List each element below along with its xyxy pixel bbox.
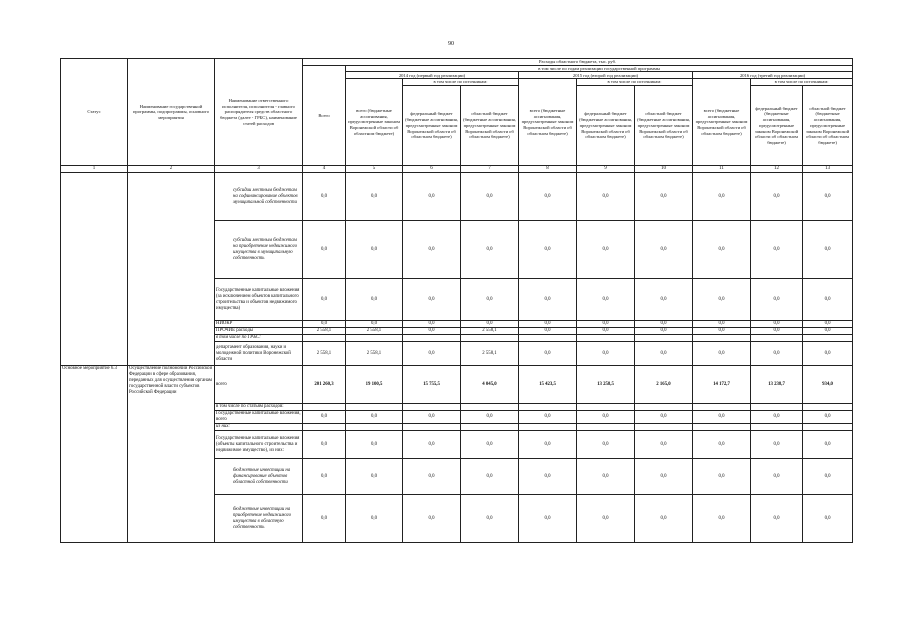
col-number: 1 bbox=[61, 166, 128, 173]
value-cell: 15 423,5 bbox=[519, 366, 577, 404]
header-col-all-2014: всего (бюджетные ассигнования, предусмотренные законом Воронежской области об областном бюджете) bbox=[346, 79, 403, 166]
header-spending-title: Расходы областного бюджета, тыс. руб. bbox=[303, 59, 853, 66]
value-cell bbox=[635, 404, 693, 411]
measure-status: Основное мероприятие 6.3 bbox=[61, 366, 128, 543]
value-cell: 0,0 bbox=[751, 328, 803, 335]
value-cell: 0,0 bbox=[803, 411, 853, 424]
value-cell bbox=[751, 424, 803, 431]
value-cell: 0,0 bbox=[346, 279, 403, 321]
value-cell: 0,0 bbox=[635, 431, 693, 459]
row-label: субсидии местным бюджетам на софинансирование объектов муниципальной собственности bbox=[215, 173, 303, 221]
value-cell: 0,0 bbox=[751, 321, 803, 328]
col-number: 8 bbox=[519, 166, 577, 173]
value-cell: 0,0 bbox=[461, 173, 519, 221]
value-cell bbox=[803, 424, 853, 431]
row-label: в том числе по статьям расходов: bbox=[215, 404, 303, 411]
value-cell: 0,0 bbox=[803, 342, 853, 366]
col-number: 13 bbox=[803, 166, 853, 173]
col-number: 2 bbox=[128, 166, 215, 173]
value-cell: 0,0 bbox=[751, 411, 803, 424]
header-year-2015: 2015 год (второй год реализации) bbox=[519, 72, 693, 79]
col-number: 7 bbox=[461, 166, 519, 173]
value-cell: 0,0 bbox=[303, 411, 346, 424]
value-cell: 0,0 bbox=[403, 342, 461, 366]
value-cell: 2 558,1 bbox=[303, 342, 346, 366]
value-cell: 0,0 bbox=[751, 221, 803, 279]
col-number: 5 bbox=[346, 166, 403, 173]
value-cell bbox=[461, 335, 519, 342]
value-cell: 0,0 bbox=[635, 321, 693, 328]
value-cell bbox=[461, 404, 519, 411]
value-cell: 0,0 bbox=[635, 221, 693, 279]
value-cell: 0,0 bbox=[519, 411, 577, 424]
header-col-reg-2016: областной бюджет (бюджетные ассигнования, предусмотренные законом Воронежской области об областном бюджете) bbox=[803, 86, 853, 166]
value-cell: 0,0 bbox=[461, 221, 519, 279]
value-cell: 15 755,5 bbox=[403, 366, 461, 404]
value-cell: 0,0 bbox=[803, 279, 853, 321]
value-cell bbox=[577, 335, 635, 342]
value-cell: 0,0 bbox=[635, 495, 693, 543]
value-cell bbox=[303, 335, 346, 342]
value-cell: 0,0 bbox=[403, 221, 461, 279]
value-cell: 0,0 bbox=[346, 321, 403, 328]
value-cell: 0,0 bbox=[303, 321, 346, 328]
header-col-reg-2015: областной бюджет (бюджетные ассигнования, предусмотренные законом Воронежской области об областном бюджете) bbox=[635, 86, 693, 166]
value-cell: 0,0 bbox=[519, 495, 577, 543]
header-executor: Наименование ответственного исполнителя, исполнителя - главного распорядителя средств областного бюджета (далее - ГРБС), наименование статей расходов bbox=[215, 59, 303, 166]
measure-name: Осуществление полномочий Российской Федерации в сфере образования, переданных для осуществления органам государственной власти субъектов Российской Федерации bbox=[128, 366, 215, 543]
value-cell: 0,0 bbox=[751, 173, 803, 221]
value-cell: 2 558,1 bbox=[346, 342, 403, 366]
value-cell: 0,0 bbox=[461, 495, 519, 543]
header-col-all-2016: всего (бюджетные ассигнования, предусмотренные законом Воронежской области об областном бюджете) bbox=[693, 79, 751, 166]
value-cell: 0,0 bbox=[577, 279, 635, 321]
value-cell bbox=[461, 424, 519, 431]
value-cell: 0,0 bbox=[751, 342, 803, 366]
header-status: Статус bbox=[61, 59, 128, 166]
budget-table bbox=[60, 58, 853, 543]
value-cell: 0,0 bbox=[303, 279, 346, 321]
value-cell: 0,0 bbox=[346, 173, 403, 221]
value-cell bbox=[519, 404, 577, 411]
row-label: субсидии местным бюджетам на приобретение недвижимого имущества в муниципальную собственность bbox=[215, 221, 303, 279]
value-cell: 0,0 bbox=[303, 221, 346, 279]
row-label: бюджетные инвестиции на финансирование объектов областной собственности bbox=[215, 459, 303, 495]
value-cell bbox=[519, 335, 577, 342]
value-cell: 0,0 bbox=[803, 221, 853, 279]
value-cell bbox=[403, 335, 461, 342]
row-label: Государственные капитальные вложения (объекты капитального строительства и недвижимое имущество), из них: bbox=[215, 431, 303, 459]
value-cell: 0,0 bbox=[461, 459, 519, 495]
page-number: 90 bbox=[448, 41, 454, 47]
value-cell bbox=[346, 404, 403, 411]
header-col-fed-2016: федеральный бюджет (бюджетные ассигнования, предусмотренные законом Воронежской области об областном бюджете) bbox=[751, 86, 803, 166]
value-cell: 0,0 bbox=[346, 411, 403, 424]
value-cell: 14 172,7 bbox=[693, 366, 751, 404]
header-program-name: Наименование государственной программы, подпрограммы, основного мероприятия bbox=[128, 59, 215, 166]
value-cell: 0,0 bbox=[461, 279, 519, 321]
value-cell: 0,0 bbox=[803, 173, 853, 221]
col-number: 9 bbox=[577, 166, 635, 173]
value-cell: 201 260,3 bbox=[303, 366, 346, 404]
value-cell: 0,0 bbox=[303, 173, 346, 221]
value-cell: 0,0 bbox=[303, 431, 346, 459]
value-cell: 0,0 bbox=[577, 321, 635, 328]
header-col-all-2015: всего (бюджетные ассигнования, предусмотренные законом Воронежской области об областном бюджете) bbox=[519, 79, 577, 166]
value-cell: 0,0 bbox=[461, 431, 519, 459]
value-cell bbox=[403, 404, 461, 411]
col-number: 10 bbox=[635, 166, 693, 173]
value-cell: 0,0 bbox=[461, 411, 519, 424]
row-label: всего bbox=[215, 366, 303, 404]
value-cell bbox=[346, 424, 403, 431]
value-cell: 2 165,0 bbox=[635, 366, 693, 404]
value-cell: 19 100,5 bbox=[346, 366, 403, 404]
value-cell: 0,0 bbox=[803, 321, 853, 328]
value-cell bbox=[635, 335, 693, 342]
header-col-fed-2015: федеральный бюджет (бюджетные ассигнования, предусмотренные законом Воронежской области об областном бюджете) bbox=[577, 86, 635, 166]
value-cell bbox=[577, 424, 635, 431]
value-cell: 0,0 bbox=[693, 431, 751, 459]
value-cell: 0,0 bbox=[577, 342, 635, 366]
value-cell: 0,0 bbox=[519, 431, 577, 459]
value-cell: 0,0 bbox=[577, 221, 635, 279]
row-label: Государственные капитальные вложения, всего bbox=[216, 411, 301, 423]
value-cell: 0,0 bbox=[635, 328, 693, 335]
value-cell: 13 238,7 bbox=[751, 366, 803, 404]
col-number: 4 bbox=[303, 166, 346, 173]
header-by-sources-2015: в том числе по источникам: bbox=[577, 79, 693, 86]
value-cell: 0,0 bbox=[577, 431, 635, 459]
value-cell: 13 258,5 bbox=[577, 366, 635, 404]
value-cell: 0,0 bbox=[803, 328, 853, 335]
value-cell: 0,0 bbox=[693, 411, 751, 424]
value-cell: 0,0 bbox=[635, 279, 693, 321]
header-year-2014: 2014 год (первый год реализации) bbox=[346, 72, 519, 79]
row-label: бюджетные инвестиции на приобретение недвижимого имущества в областную собственность bbox=[215, 495, 303, 543]
value-cell bbox=[303, 424, 346, 431]
value-cell bbox=[693, 404, 751, 411]
value-cell bbox=[346, 335, 403, 342]
value-cell: 0,0 bbox=[346, 431, 403, 459]
value-cell: 0,0 bbox=[403, 431, 461, 459]
value-cell: 0,0 bbox=[635, 459, 693, 495]
status-cell bbox=[61, 173, 128, 366]
col-number: 3 bbox=[215, 166, 303, 173]
value-cell: 0,0 bbox=[403, 279, 461, 321]
value-cell: 0,0 bbox=[693, 279, 751, 321]
value-cell bbox=[803, 335, 853, 342]
value-cell: 0,0 bbox=[693, 321, 751, 328]
value-cell: 0,0 bbox=[577, 328, 635, 335]
value-cell: 4 045,0 bbox=[461, 366, 519, 404]
value-cell: 0,0 bbox=[577, 173, 635, 221]
value-cell: 0,0 bbox=[403, 411, 461, 424]
value-cell: 0,0 bbox=[519, 221, 577, 279]
value-cell: 0,0 bbox=[751, 495, 803, 543]
value-cell: 0,0 bbox=[577, 459, 635, 495]
value-cell: 0,0 bbox=[635, 173, 693, 221]
value-cell: 2 558,1 bbox=[346, 328, 403, 335]
header-col-fed-2014: федеральный бюджет (бюджетные ассигнования, предусмотренные законом Воронежской области об областном бюджете) bbox=[403, 86, 461, 166]
header-col-reg-2014: областной бюджет (бюджетные ассигнования, предусмотренные законом Воронежской области об областном бюджете) bbox=[461, 86, 519, 166]
header-by-sources-2016: в том числе по источникам: bbox=[751, 79, 853, 86]
value-cell: 0,0 bbox=[461, 321, 519, 328]
header-total: Всего bbox=[303, 65, 346, 165]
value-cell: 0,0 bbox=[751, 279, 803, 321]
value-cell: 0,0 bbox=[693, 221, 751, 279]
col-number: 6 bbox=[403, 166, 461, 173]
value-cell bbox=[403, 424, 461, 431]
header-year-2016: 2016 год (третий год реализации) bbox=[693, 72, 853, 79]
value-cell: 0,0 bbox=[635, 342, 693, 366]
value-cell bbox=[751, 335, 803, 342]
value-cell: 0,0 bbox=[577, 411, 635, 424]
row-label: в том числе по ГРБС: bbox=[215, 335, 303, 342]
value-cell: 0,0 bbox=[403, 321, 461, 328]
row-label: Государственные капитальные вложения (за исключением объектов капитального строительства и объектов недвижимого имущества) bbox=[215, 279, 303, 321]
value-cell bbox=[577, 404, 635, 411]
value-cell: 0,0 bbox=[403, 495, 461, 543]
value-cell: 0,0 bbox=[751, 431, 803, 459]
value-cell: 0,0 bbox=[635, 411, 693, 424]
header-by-years: в том числе по годам реализации государственной программы bbox=[346, 65, 853, 72]
value-cell: 0,0 bbox=[403, 459, 461, 495]
row-label: департамент образования, науки и молодежной политики Воронежской области bbox=[215, 342, 303, 366]
value-cell bbox=[693, 335, 751, 342]
value-cell: 934,0 bbox=[803, 366, 853, 404]
value-cell: 0,0 bbox=[519, 328, 577, 335]
value-cell: 0,0 bbox=[803, 495, 853, 543]
row-label: ПРОЧИЕ расходы bbox=[215, 328, 303, 335]
value-cell bbox=[303, 404, 346, 411]
col-number: 12 bbox=[751, 166, 803, 173]
value-cell: 0,0 bbox=[403, 328, 461, 335]
value-cell: 0,0 bbox=[519, 321, 577, 328]
value-cell: 0,0 bbox=[803, 431, 853, 459]
value-cell: 0,0 bbox=[693, 459, 751, 495]
value-cell: 0,0 bbox=[519, 459, 577, 495]
table-row bbox=[61, 173, 853, 221]
value-cell: 0,0 bbox=[519, 342, 577, 366]
value-cell: 0,0 bbox=[346, 459, 403, 495]
row-label: из них: bbox=[215, 424, 303, 431]
value-cell: 2 558,1 bbox=[303, 328, 346, 335]
value-cell bbox=[635, 424, 693, 431]
value-cell: 0,0 bbox=[303, 459, 346, 495]
value-cell: 0,0 bbox=[577, 495, 635, 543]
value-cell: 0,0 bbox=[693, 495, 751, 543]
value-cell bbox=[693, 424, 751, 431]
table-row bbox=[61, 366, 853, 404]
program-name-cell bbox=[128, 173, 215, 366]
value-cell: 2 558,1 bbox=[461, 342, 519, 366]
value-cell: 0,0 bbox=[519, 173, 577, 221]
value-cell bbox=[751, 404, 803, 411]
col-number: 11 bbox=[693, 166, 751, 173]
value-cell: 0,0 bbox=[346, 495, 403, 543]
header-by-sources-2014: в том числе по источникам: bbox=[403, 79, 519, 86]
value-cell bbox=[803, 404, 853, 411]
value-cell: 0,0 bbox=[693, 173, 751, 221]
value-cell: 0,0 bbox=[346, 221, 403, 279]
value-cell: 0,0 bbox=[751, 459, 803, 495]
value-cell: 0,0 bbox=[519, 279, 577, 321]
value-cell: 0,0 bbox=[303, 495, 346, 543]
value-cell bbox=[519, 424, 577, 431]
value-cell: 0,0 bbox=[803, 459, 853, 495]
value-cell: 0,0 bbox=[693, 328, 751, 335]
value-cell: 2 558,1 bbox=[461, 328, 519, 335]
value-cell: 0,0 bbox=[693, 342, 751, 366]
value-cell: 0,0 bbox=[403, 173, 461, 221]
row-label: НИОКР bbox=[215, 321, 303, 328]
